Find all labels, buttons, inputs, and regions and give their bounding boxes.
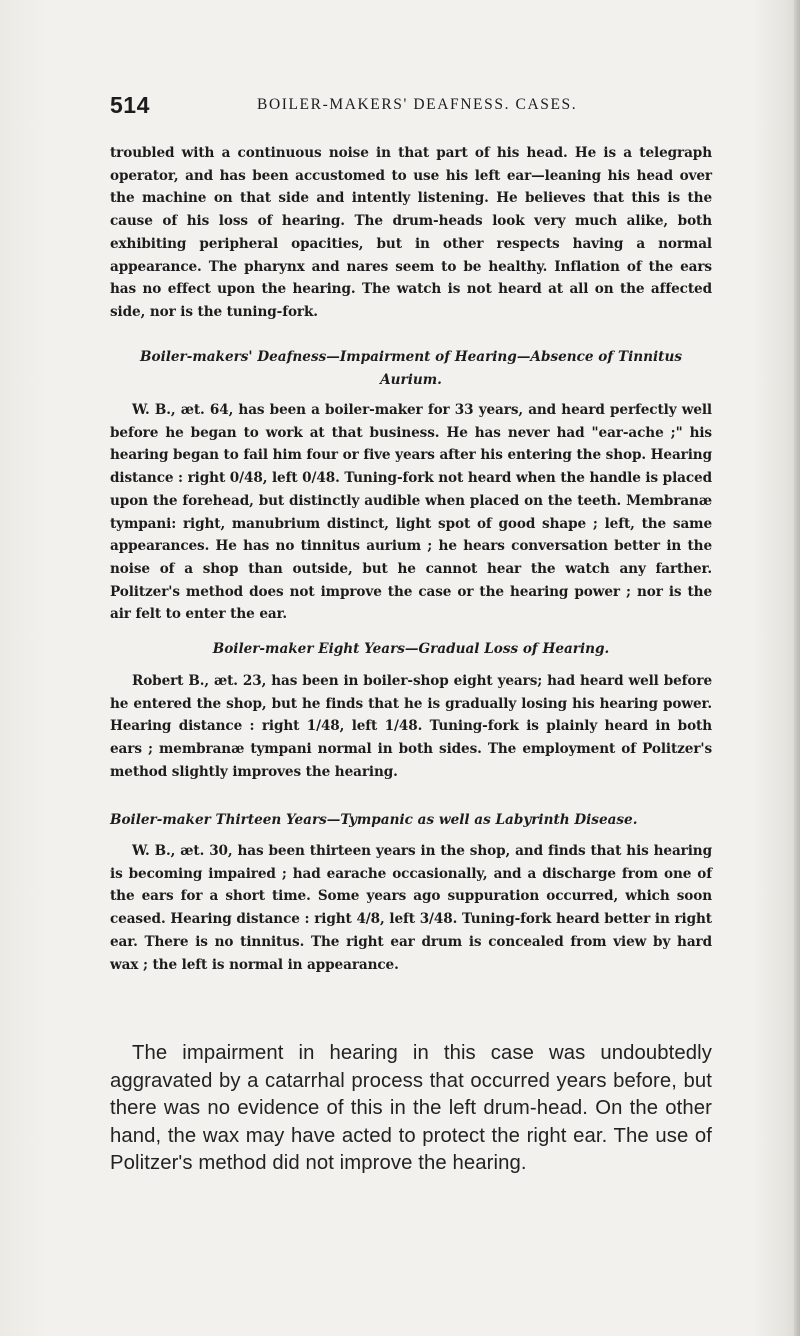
page-edge [794,0,800,1336]
page-header [110,92,710,122]
paragraph-case-wb-64 [110,399,712,626]
running-head: BOILER-MAKERS' DEAFNESS. CASES. [257,96,578,113]
page-number: 514 [110,92,150,118]
paragraph-text: W. B., æt. 30, has been thirteen years in the shop, and finds that his hearing is becoming impaired ; had earache occasionally, and a discharge from one of the ears for a short time. Some years ago suppuration occurred, which soon ceased. Hearing distance : right 4/8, left 3/48. Tuning-fork heard better in right ear. There is no tinnitus. The right ear drum is concealed from view by hard wax ; the left is normal in appearance. [110,843,712,973]
paragraph-case-robert-b [110,670,712,784]
paragraph-text: W. B., æt. 64, has been a boiler-maker for 33 years, and heard perfectly well before he began to work at that business. He has never had "ear-ache ;" his hearing began to fail him four or five years after his entering the shop. Hearing distance : right 0/48, left 0/48. Tuning-fork not heard when the handle is placed upon the forehead, but distinctly audible when placed on the teeth. Membranæ tympani: right, manubrium distinct, light spot of good shape ; left, the same appearances. He has no tinnitus aurium ; he hears conversation better in the noise of a shop than outside, but he cannot hear the watch any farther. Politzer's method does not improve the case or the hearing power ; nor is the air felt to enter the ear. [110,402,712,623]
paragraph-case-wb-30 [110,840,712,976]
section-heading-eight-years: Boiler-maker Eight Years—Gradual Loss of Hearing. [212,641,610,657]
paragraph-conclusion [110,1040,712,1178]
section-heading-absence-of-tinnitus: Boiler-makers' Deafness—Impairment of Hearing—Absence of Tinnitus Aurium. [140,349,682,388]
paragraph-continuation [110,142,712,324]
paragraph-text: Robert B., æt. 23, has been in boiler-shop eight years; had heard well before he entered the shop, but he finds that he is gradually losing his hearing power. Hearing distance : right 1/48, left 1/48. Tuning-fork is plainly heard in both ears ; membranæ tympani normal in both sides. The employment of Politzer's method slightly improves the hearing. [110,673,712,780]
paragraph-text: troubled with a continuous noise in that part of his head. He is a telegraph operator, and has been accustomed to use his left ear—leaning his head over the machine on that side and intently listening. He believes that this is the cause of his loss of hearing. The drum-heads look very much alike, both exhibiting peripheral opacities, but in other respects having a normal appearance. The pharynx and nares seem to be healthy. Inflation of the ears has no effect upon the hearing. The watch is not heard at all on the affected side, nor is the tuning-fork. [110,145,712,320]
paragraph-text: The impairment in hearing in this case was undoubtedly aggravated by a catarrhal process that occurred years before, but there was no evidence of this in the left drum-head. On the other hand, the wax may have acted to protect the right ear. The use of Politzer's method did not improve the hearing. [110,1042,712,1174]
section-heading-thirteen-years: Boiler-maker Thirteen Years—Tympanic as well as Labyrinth Disease. [110,812,638,828]
